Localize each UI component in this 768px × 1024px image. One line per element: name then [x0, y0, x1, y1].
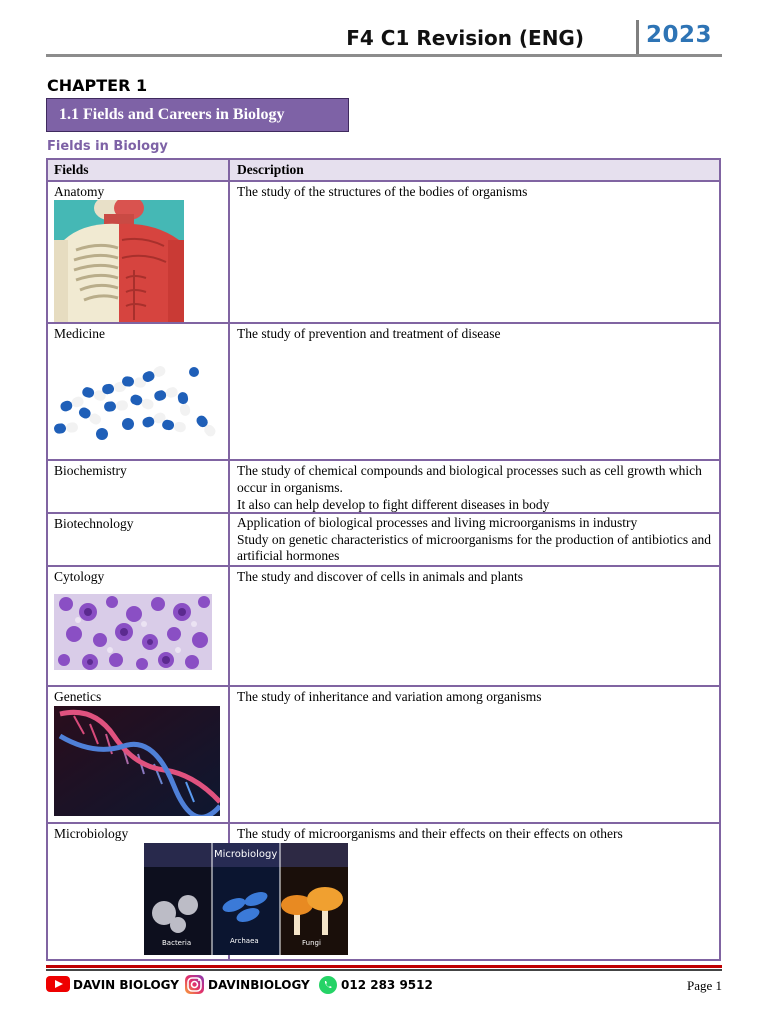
header-title: F4 C1 Revision (ENG)	[346, 26, 584, 50]
field-description: The study of the structures of the bodies of organisms	[237, 184, 528, 199]
header-year: 2023	[646, 22, 713, 48]
footer-rule	[46, 969, 722, 971]
field-name: Biotechnology	[54, 516, 134, 531]
table-header-row	[48, 160, 719, 182]
page-number: Page 1	[686, 978, 722, 993]
whatsapp-icon	[318, 975, 338, 998]
footer-rule	[46, 965, 722, 968]
section-title: 1.1 Fields and Careers in Biology	[59, 106, 285, 123]
dna-image	[54, 706, 220, 816]
field-name: Genetics	[54, 689, 102, 704]
youtube-icon	[46, 975, 70, 996]
field-name: Microbiology	[54, 826, 129, 841]
micro-label-archaea: Archaea	[230, 937, 259, 945]
micro-label-bacteria: Bacteria	[162, 939, 192, 947]
microbiology-image	[144, 843, 348, 955]
fields-table	[46, 158, 721, 961]
field-name: Medicine	[54, 326, 105, 341]
whatsapp-number: 012 283 9512	[341, 978, 433, 992]
subheading: Fields in Biology	[47, 139, 168, 154]
field-name: Biochemistry	[54, 463, 127, 478]
header-description: Description	[237, 162, 304, 177]
anatomy-image	[54, 200, 184, 322]
micro-label-fungi: Fungi	[302, 939, 321, 947]
instagram-handle: DAVINBIOLOGY	[208, 978, 310, 992]
section-title-box	[46, 98, 349, 132]
cytology-image	[54, 594, 212, 670]
field-name: Anatomy	[54, 184, 105, 199]
field-description: The study of microorganisms and their effects on their effects on others	[237, 826, 623, 841]
header-rule	[46, 54, 722, 57]
field-description: The study of prevention and treatment of disease	[237, 326, 501, 341]
youtube-handle: DAVIN BIOLOGY	[73, 978, 179, 992]
field-description: The study of inheritance and variation among organisms	[237, 689, 542, 704]
table-row	[48, 182, 719, 324]
table-row	[48, 461, 719, 514]
chapter-heading: CHAPTER 1	[47, 76, 148, 95]
table-row	[48, 687, 719, 824]
field-description: The study of chemical compounds and biological processes such as cell growth which occur in organisms. It also can help develop to fight different diseases in body	[237, 463, 702, 512]
page-footer	[46, 975, 722, 997]
table-header-cell	[48, 160, 230, 180]
header-fields: Fields	[54, 162, 89, 177]
micro-title: Microbiology	[214, 849, 278, 860]
field-description: Application of biological processes and living microorganisms in industry Study on genetic characteristics of microorganisms for the production of antibiotics and artificial hormones	[237, 515, 712, 563]
table-row	[48, 567, 719, 687]
page-header	[46, 20, 722, 58]
table-row	[48, 324, 719, 461]
table-row	[48, 514, 719, 567]
medicine-image	[54, 364, 224, 444]
field-description: The study and discover of cells in animals and plants	[237, 569, 524, 584]
field-name: Cytology	[54, 569, 105, 584]
header-divider	[636, 20, 639, 54]
instagram-icon	[185, 975, 204, 997]
